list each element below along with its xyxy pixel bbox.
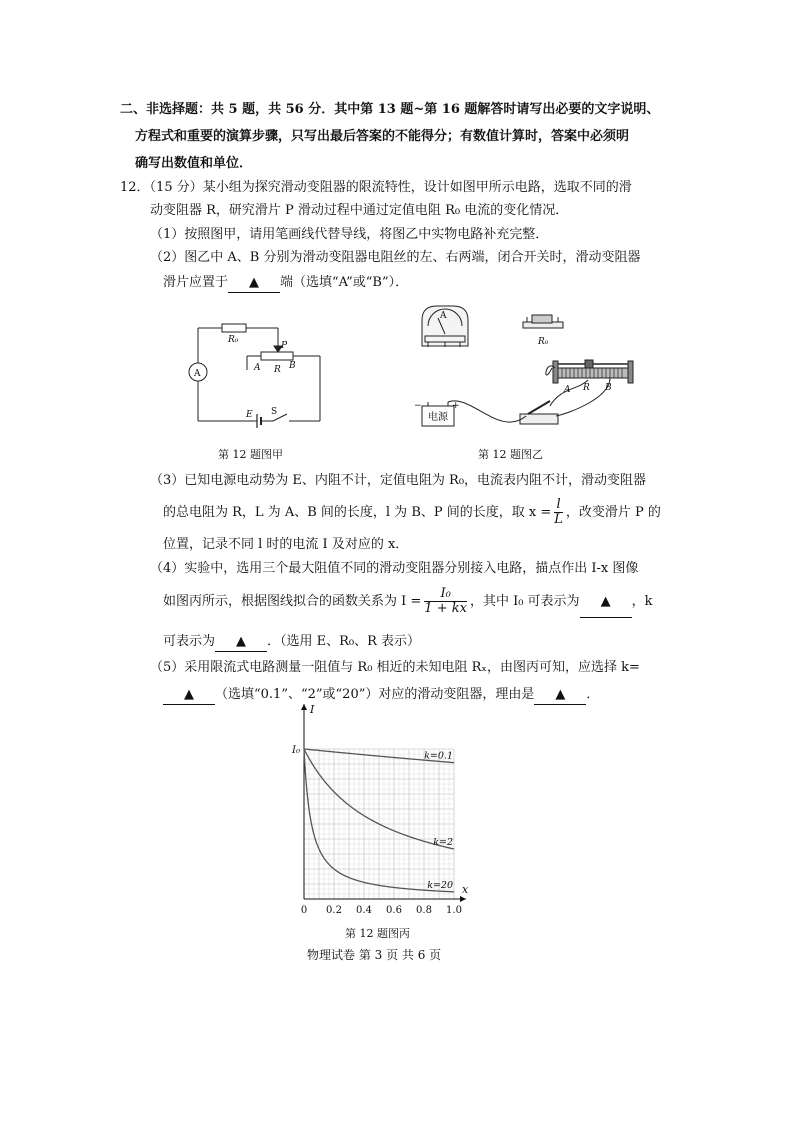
apparatus-diagram-yi [410,298,635,443]
part-3-text: 的总电阻为 R，L 为 A、B 间的长度，l 为 B、P 间的长度，取 x = [163,505,552,520]
fraction-denominator: L [554,512,563,527]
answer-blank[interactable]: ▲ [163,686,215,705]
label-r0: R₀ [228,335,239,345]
label-b: B [289,361,296,371]
x-axis-arrow [460,896,466,902]
answer-blank[interactable]: ▲ [534,686,586,705]
circuit-diagram-jia [185,318,330,430]
part-2-line2 [163,274,408,293]
part-1: （1）按照图甲，请用笔画线代替导线，将图乙中实物电路补充完整． [150,227,549,242]
label-a: A [254,363,261,373]
rheostat-a-label: A [564,385,571,395]
page-footer: 物理试卷 第 3 页 共 6 页 [307,948,442,962]
ammeter-label: A [194,369,201,379]
section-heading-line1: 二、非选择题：共 5 题，共 56 分．其中第 13 题~第 16 题解答时请写出必要的文字说明、 [120,102,660,117]
answer-blank[interactable]: ▲ [580,587,632,618]
part-2-text-post: 端（选填“A”或“B”）． [280,275,409,290]
part-5-line1: （5）采用限流式电路测量一阻值与 R₀ 相近的未知电阻 Rₓ，由图丙可知，应选择 k= [150,660,640,675]
caption-bing: 第 12 题图丙 [345,927,410,940]
section-heading-line2: 方程式和重要的演算步骤，只写出最后答案的不能得分；有数值计算时，答案中必须明 [135,129,630,144]
resistor-device-label: R₀ [538,337,549,347]
part-2-line1: （2）图乙中 A、B 分别为滑动变阻器电阻丝的左、右两端，闭合开关时，滑动变阻器 [150,250,641,265]
part-3-text-post: ，改变滑片 P 的 [565,505,661,520]
part-4-line1: （4）实验中，选用三个最大阻值不同的滑动变阻器分别接入电路，描点作出 I-x 图像 [150,561,639,576]
fraction-denominator: 1 + kx [424,601,467,616]
question-intro-line1: （15 分）某小组为探究滑动变阻器的限流特性，设计如图甲所示电路，选取不同的滑 [149,180,632,195]
part-4-line2 [163,587,652,618]
y-tick-label-i0: I₀ [292,745,300,756]
y-axis-arrow [301,704,307,710]
part-3-line3: 位置，记录不同 l 时的电流 I 及对应的 x． [163,537,409,552]
label-e: E [246,410,253,420]
label-p: P [281,341,288,351]
part-3-line1: （3）已知电源电动势为 E、内阻不计，定值电阻为 R₀，电流表内阻不计，滑动变阻器 [150,473,647,488]
rheostat-r [261,352,293,360]
caption-jia: 第 12 题图甲 [218,448,283,461]
question-number: 12． [120,180,150,195]
answer-blank[interactable]: ▲ [228,274,280,293]
x-tick-label: 0 [300,905,308,916]
question-12-line1 [120,179,632,197]
ammeter-device-label: A [440,311,447,321]
x-tick-label: 0.6 [386,905,402,916]
part-2-text: 滑片应置于 [163,275,229,290]
series-label: k=2 [433,837,453,848]
fraction-x [554,498,563,527]
part-4-line3 [163,633,420,652]
question-intro-line2: 动变阻器 R，研究滑片 P 滑动过程中通过定值电阻 R₀ 电流的变化情况． [150,203,569,218]
power-label: 电源 [428,412,448,423]
series-label: k=20 [427,879,453,891]
i-x-chart [280,700,480,925]
switch-device [520,414,558,424]
x-tick-label: 1.0 [446,905,462,916]
part-3-line2 [163,498,661,528]
fraction-fit [424,587,467,616]
answer-blank[interactable]: ▲ [215,633,267,652]
chart-axes [301,704,466,902]
part-4-text-post: ，k [631,594,653,609]
x-tick-label: 0.4 [356,905,372,916]
part-4-text: 如图丙所示，根据图线拟合的函数关系为 I = [163,594,422,609]
part-5-text-mid: （选填“0.1”、“2”或“20”）对应的滑动变阻器，理由是 [215,687,535,702]
section-heading-line3: 确写出数值和单位． [135,156,253,171]
rheostat-r-label: R [583,383,590,393]
fraction-numerator: I₀ [424,587,467,602]
x-axis-label: x [462,883,469,896]
label-s: S [271,407,278,417]
caption-yi: 第 12 题图乙 [478,448,543,461]
y-axis-label: I [310,703,315,716]
part-4-text-post: ．（选用 E、R₀、R 表示） [267,634,421,649]
x-tick-label: 0.8 [416,905,432,916]
part-4-text: 可表示为 [163,634,216,649]
part-4-text-mid: ，其中 I₀ 可表示为 [469,594,580,609]
minus-label: − [414,401,422,411]
rheostat-device [558,368,628,378]
plus-label: + [452,401,460,411]
fixed-resistor-r0 [222,324,246,332]
rheostat-b-label: B [605,383,612,393]
series-label: k=0.1 [424,750,453,762]
label-r: R [274,365,281,375]
x-tick-label: 0.2 [326,905,342,916]
fraction-numerator: l [554,498,563,513]
part-5-text-post: ． [586,687,600,702]
